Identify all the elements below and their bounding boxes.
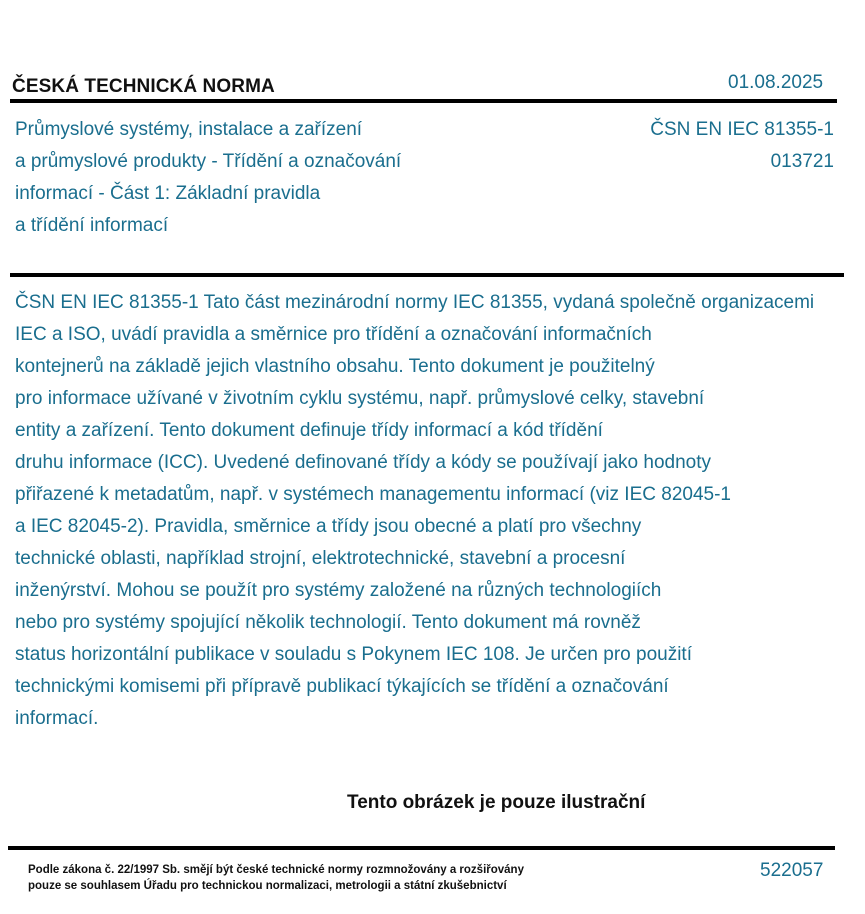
abstract-line: nebo pro systémy spojující několik technologií. Tento dokument má rovněž (15, 612, 641, 633)
abstract-line: a IEC 82045-2). Pravidla, směrnice a třídy jsou obecné a platí pro všechny (15, 516, 642, 537)
title-divider (10, 273, 844, 277)
classification-number: 013721 (770, 151, 834, 172)
abstract-line: technické oblasti, například strojní, elektrotechnické, stavební a procesní (15, 548, 626, 569)
standard-title-line: informací - Část 1: Základní pravidla (15, 183, 321, 204)
abstract-line: informací. (15, 708, 99, 729)
abstract-line: pro informace užívané v životním cyklu systému, např. průmyslové celky, stavební (15, 388, 705, 409)
standard-identifiers (628, 114, 834, 178)
standard-designation: ČSN EN IEC 81355-1 (650, 119, 834, 140)
footer-divider (8, 846, 835, 850)
illustration-disclaimer: Tento obrázek je pouze ilustrační (347, 792, 646, 813)
abstract-line: status horizontální publikace v souladu s Pokynem IEC 108. Je určen pro použití (15, 644, 692, 665)
abstract-line: přiřazené k metadatům, např. v systémech managementu informací (viz IEC 82045-1 (15, 484, 731, 505)
standard-title (15, 114, 401, 242)
abstract-line: ČSN EN IEC 81355-1 Tato část mezinárodní normy IEC 81355, vydaná společně organizacemi (15, 292, 815, 313)
abstract-line: IEC a ISO, uvádí pravidla a směrnice pro třídění a označování informačních (15, 324, 652, 345)
legal-notice (28, 862, 524, 894)
standard-title-line: a třídění informací (15, 215, 169, 236)
abstract-line: inženýrství. Mohou se použít pro systémy založené na různých technologiích (15, 580, 662, 601)
publication-date: 01.08.2025 (728, 72, 824, 93)
document-type-heading: ČESKÁ TECHNICKÁ NORMA (12, 76, 275, 97)
abstract-line: technickými komisemi při přípravě publikací týkajících se třídění a označování (15, 676, 669, 697)
legal-notice-line: pouze se souhlasem Úřadu pro technickou normalizaci, metrologii a státní zkušebnictví (28, 880, 507, 892)
abstract-line: entity a zařízení. Tento dokument definuje třídy informací a kód třídění (15, 420, 603, 441)
legal-notice-line: Podle zákona č. 22/1997 Sb. smějí být české technické normy rozmnožovány a rozšiřovány (28, 864, 524, 876)
header-divider (10, 99, 837, 103)
abstract-text (15, 287, 865, 735)
order-number: 522057 (760, 860, 824, 881)
standard-title-line: a průmyslové produkty - Třídění a označování (15, 151, 402, 172)
standard-title-line: Průmyslové systémy, instalace a zařízení (15, 119, 363, 140)
abstract-line: kontejnerů na základě jejich vlastního obsahu. Tento dokument je použitelný (15, 356, 655, 377)
abstract-line: druhu informace (ICC). Uvedené definované třídy a kódy se používají jako hodnoty (15, 452, 711, 473)
